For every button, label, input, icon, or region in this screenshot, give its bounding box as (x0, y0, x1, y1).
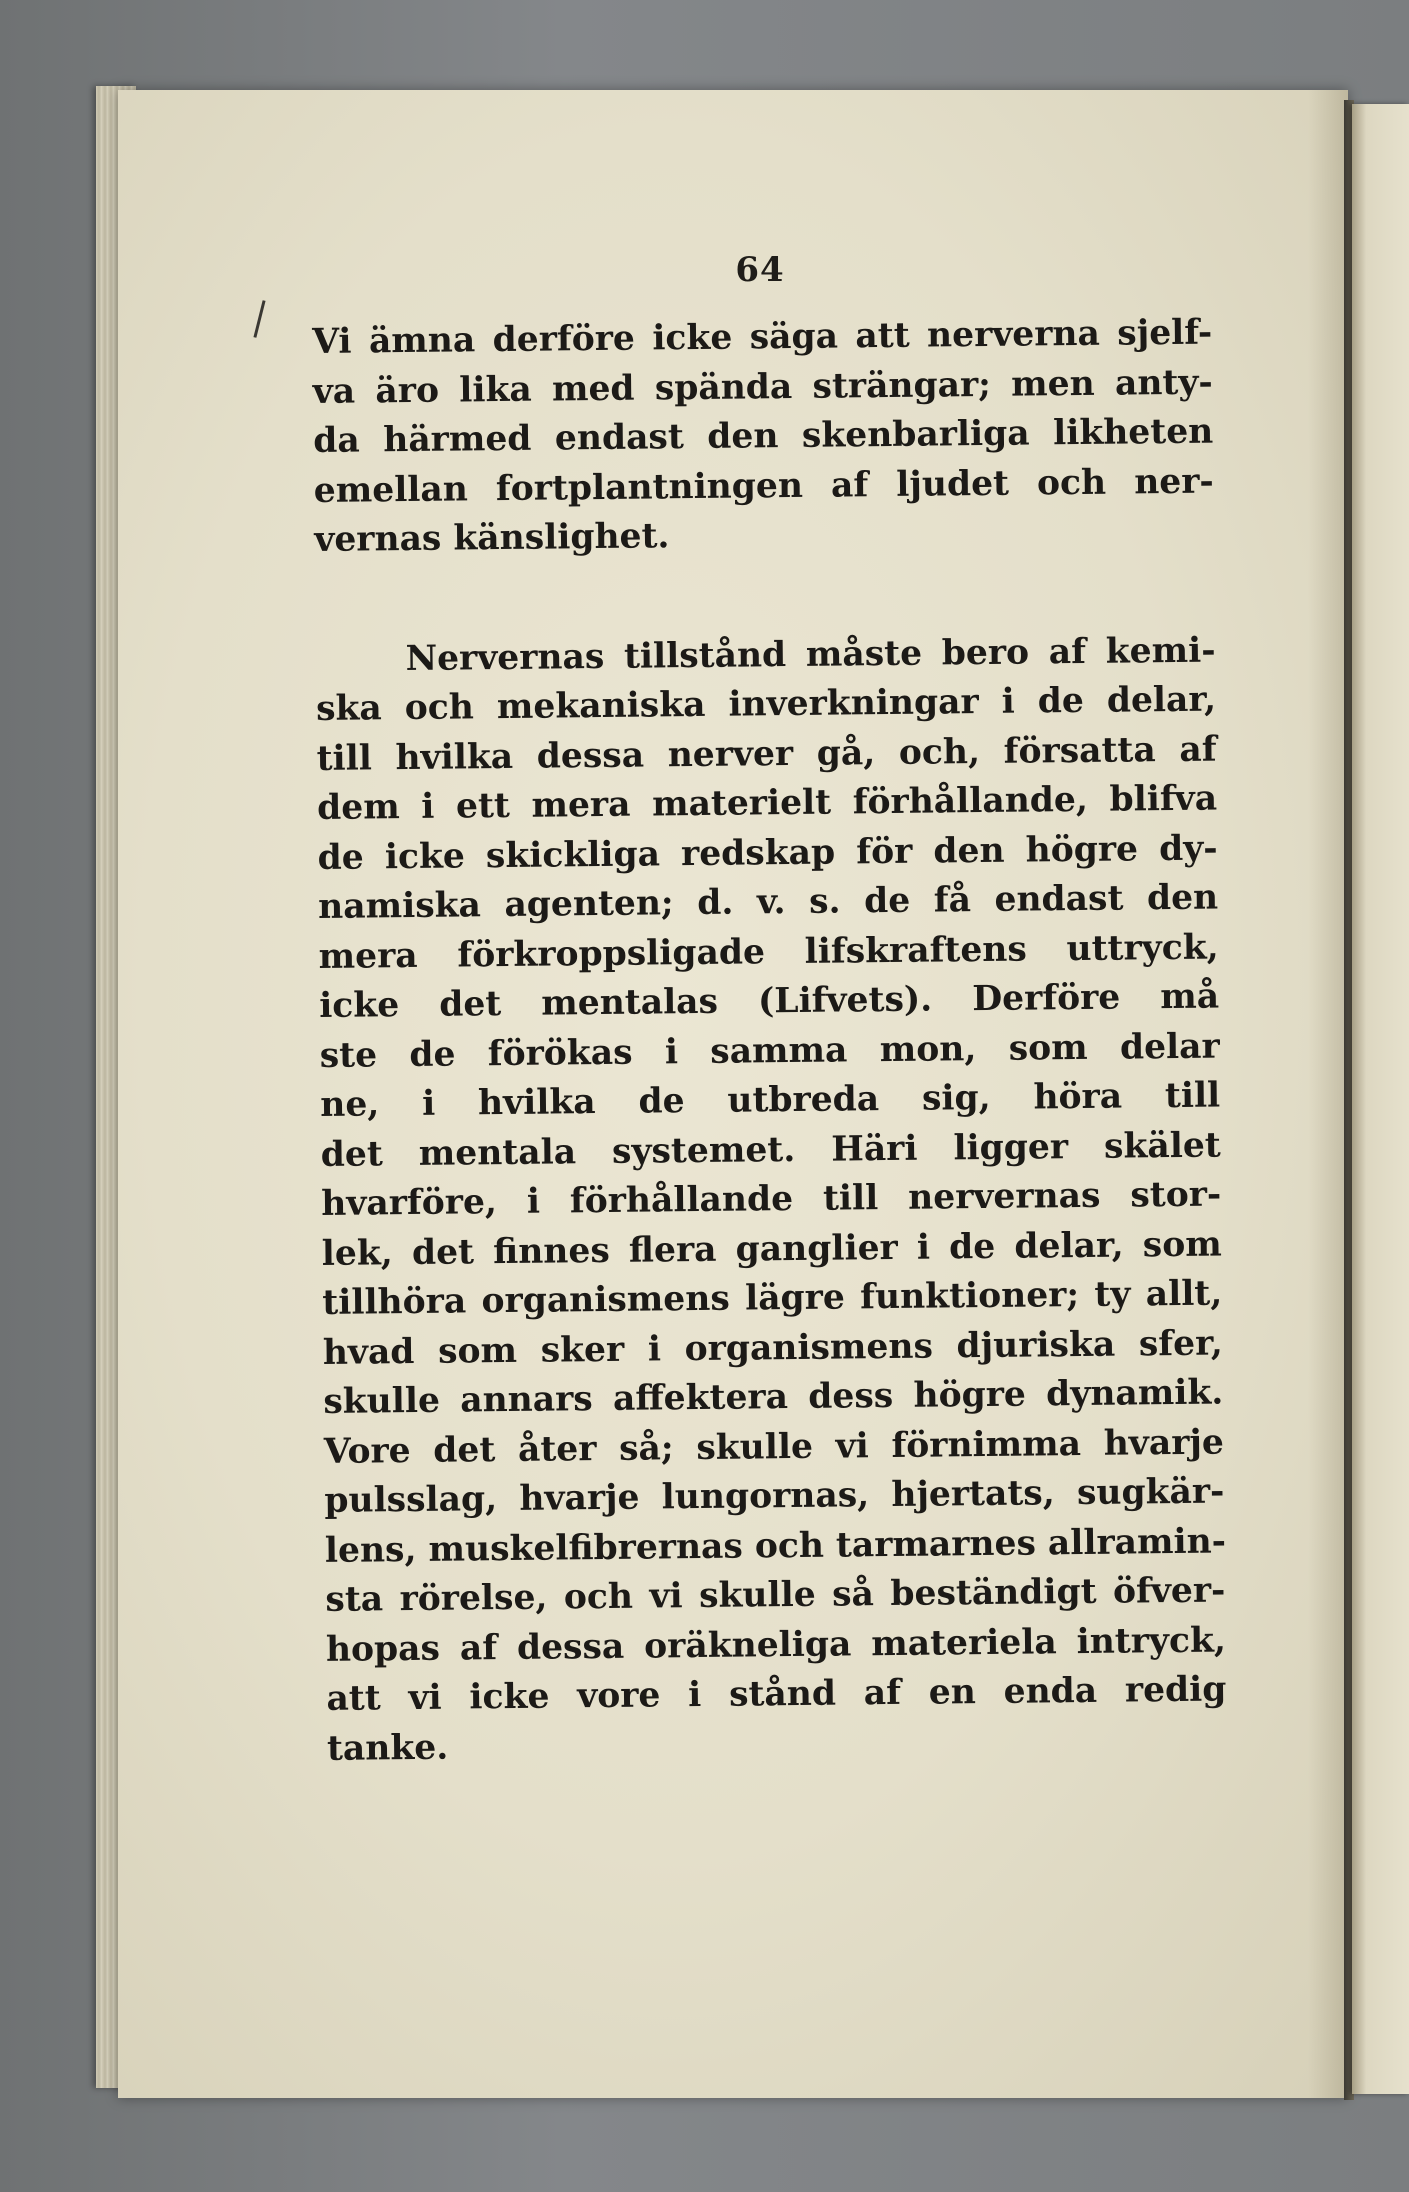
text-line: va äro lika med spända strängar; men anty- (312, 362, 1213, 412)
text-line: Vi ämna derföre icke säga att nerverna sjelf- (312, 312, 1213, 362)
text-line: Vore det åter så; skulle vi förnimma hvarje (323, 1422, 1225, 1472)
text-line: det mentala systemet. Häri ligger skälet (320, 1125, 1221, 1175)
text-line: skulle annars affektera dess högre dynamik. (323, 1372, 1224, 1422)
text-line: vernas känslighet. (314, 516, 670, 560)
text-line: de icke skickliga redskap för den högre dy- (317, 828, 1218, 878)
text-line: hvad som sker i organismens djuriska sfer, (322, 1323, 1223, 1373)
text-line: tillhöra organismens lägre funktioner; ty allt, (322, 1273, 1223, 1323)
text-line: emellan fortplantningen af ljudet och ner- (313, 461, 1214, 511)
text-line: hopas af dessa oräkneliga materiela intryck, (325, 1620, 1227, 1670)
text-line: ste de förökas i samma mon, som delar (319, 1026, 1220, 1076)
text-line: hvarföre, i förhållande till nervernas stor- (321, 1174, 1222, 1224)
text-line: icke det mentalas (Lifvets). Derföre må (318, 976, 1220, 1026)
text-line: lek, det finnes flera ganglier i de delar, som (321, 1224, 1222, 1274)
text-line: pulsslag, hvarje lungornas, hjertats, sugkär- (324, 1471, 1225, 1521)
text-line: sta rörelse, och vi skulle så beständigt öfver- (325, 1570, 1226, 1620)
body-text (312, 309, 1227, 1774)
page-number: 64 (735, 250, 785, 290)
text-line: ska och mekaniska inverkningar i de delar, (315, 679, 1217, 729)
text-line: ne, i hvilka de utbreda sig, höra till (320, 1075, 1221, 1125)
paragraph-2 (315, 626, 1227, 1774)
text-line: Nervernas tillstånd måste bero af kemi- (405, 630, 1216, 679)
text-line: namiska agenten; d. v. s. de få endast den (317, 877, 1219, 927)
text-line: mera förkroppsligade lifskraftens uttryck, (318, 927, 1219, 977)
text-line: dem i ett mera materielt förhållande, blifva (316, 778, 1218, 828)
text-line: da härmed endast den skenbarliga likheten (313, 411, 1214, 461)
text-line: tanke. (326, 1727, 449, 1769)
text-line: att vi icke vore i stånd af en enda redig (326, 1669, 1227, 1719)
facing-page-edge (1352, 104, 1409, 2094)
text-line: lens, muskelfibrernas och tarmarnes allramin- (324, 1520, 1227, 1571)
paragraph-1 (312, 309, 1215, 566)
paragraph-gap (315, 556, 1216, 635)
text-line: till hvilka dessa nerver gå, och, försatta af (316, 729, 1217, 779)
